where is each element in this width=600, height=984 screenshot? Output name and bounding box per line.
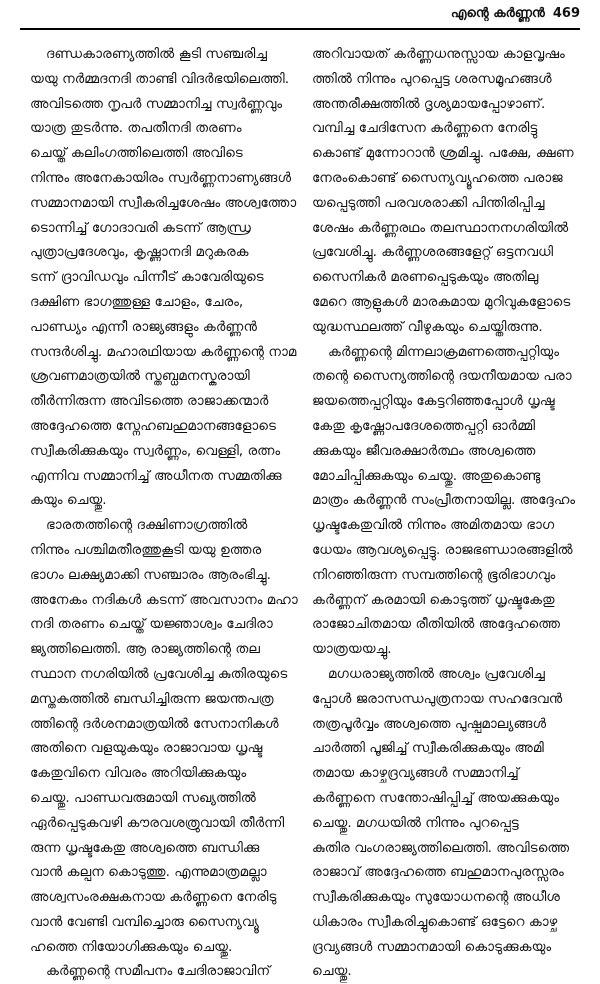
text-line: ധൃഷ്ടകേതുവിൽ നിന്നും അമിതമായ ഭാഗ <box>312 517 555 534</box>
text-line: യാത്രയയച്ചു. <box>312 641 392 658</box>
text-line: അനേകം നദികൾ കടന്ന് അവസാനം മഹാ <box>30 591 298 608</box>
text-line: ശ്രവണമാത്രയിൽ സ്തബ്ധമനസ്കരായി <box>30 368 250 385</box>
text-line: പാണ്ഡ്യം എന്നീ രാജ്യങ്ങളും കർണ്ണൻ <box>30 318 257 335</box>
text-line: നിന്നും പശ്ചിമതീരത്തുകൂടി യയു ഉത്തര <box>30 541 262 558</box>
text-line: പ്രവേശിച്ചു. കർണ്ണശരങ്ങളേറ്റ് ഒട്ടനവധി <box>312 244 554 261</box>
text-line: അറിവായത് കർണ്ണധനുസ്സായ കാളവൃഷം <box>312 46 565 62</box>
text-line: ത്തിന്റെ ദർശനമാത്രയിൽ സേനാനികൾ <box>30 715 279 732</box>
text-line: സന്ദർശിച്ചു. മഹാരഥിയായ കർണ്ണന്റെ നാമ <box>30 343 297 360</box>
text-line: ചെയ്തു. മഗധയിൽ നിന്നും പുറപ്പെട്ട <box>312 814 519 831</box>
text-line: ചെയ്തു. <box>312 963 352 980</box>
text-line: രാജാവ് അദ്ദേഹത്തെ ബഹുമാനപുരസ്സരം <box>312 864 564 881</box>
text-line: വാൻ വേണ്ടി വമ്പിച്ചൊരു സൈന്യവ്യൂ <box>30 913 259 930</box>
text-line: തമായ കാഴ്ചദ്രവ്യങ്ങൾ സമ്മാനിച്ച് <box>312 765 519 782</box>
text-line: ഹത്തെ നിയോഗിക്കുകയും ചെയ്തു. <box>30 938 233 955</box>
text-line: വാൻ കല്പന കൊടുത്തു. എന്നുമാത്രമല്ലാ <box>30 864 267 881</box>
page-number: 469 <box>552 6 580 21</box>
text-line: കേതുവിനെ വിവരം അറിയിക്കുകയും <box>30 765 247 782</box>
text-line: മേറെ ആളുകൾ മാരകമായ മുറിവുകളോടെ <box>312 293 571 310</box>
text-line: ഏർപ്പെടുകവഴി കൗരവശത്രുവായി തീർന്നി <box>30 814 285 831</box>
text-line: യപ്പെടുത്തി പരവശരാക്കി പിന്തിരിപ്പിച്ച <box>312 194 545 211</box>
text-line: ശേഷം കർണ്ണരഥം തലസ്ഥാനനഗരിയിൽ <box>312 219 569 236</box>
text-line: ദ്രവ്യങ്ങൾ സമ്മാനമായി കൊടുക്കുകയും <box>312 938 552 955</box>
text-line: ചെയ്തു. പാണ്ഡവരുമായി സഖ്യത്തിൽ <box>30 789 256 806</box>
text-line: രാജോചിതമായ രീതിയിൽ അദ്ദേഹത്തെ <box>312 616 561 633</box>
text-line: കൊണ്ട് മുന്നോറാൻ ശ്രമിച്ചു. പക്ഷേ, ക്ഷണ <box>312 145 574 162</box>
text-line: തന്റെ സൈന്യത്തിന്റെ ദയനീയമായ പരാ <box>312 368 572 385</box>
text-line: മസ്തകത്തിൽ ബന്ധിച്ചിരുന്ന ജയന്തപത്ര <box>30 690 274 707</box>
text-line: കർണ്ണനെ സന്തോഷിപ്പിച്ച് അയക്കുകയും <box>312 789 560 806</box>
text-line: ടന്ന് ദ്രാവിഡവും പിന്നീട് കാവേരിയുടെ <box>30 269 264 286</box>
text-line: മാത്രം കർണ്ണൻ സംപ്രീതനായില്ല. അദ്ദേഹം <box>312 492 576 509</box>
left-text-column <box>30 42 298 980</box>
text-line: ഭാഗം ലക്ഷ്യമാക്കി സഞ്ചാരം ആരംഭിച്ചു. <box>30 566 271 583</box>
text-line: സമ്മാനമായി സ്വീകരിച്ചശേഷം അശ്വത്തോ <box>30 194 297 211</box>
text-line: അതിനെ വളയുകയും രാജാവായ ധൃഷ്ട <box>30 740 263 757</box>
text-line: ത്തിൽ നിന്നും പുറപ്പെട്ട ശരസമൂഹങ്ങൾ <box>312 70 552 87</box>
text-line: ദണ്ഡകാരണ്യത്തിൽ കൂടി സഞ്ചരിച്ച <box>46 46 267 62</box>
text-line: വമ്പിച്ച ചേദിസേന കർണ്ണനെ നേരിട്ടു <box>312 120 538 137</box>
text-line: അന്തരീക്ഷത്തിൽ ദൃശ്യമായപ്പോഴാണ്. <box>312 95 546 112</box>
text-line: കുതിര വംഗരാജ്യത്തിലെത്തി. അവിടത്തെ <box>312 839 570 856</box>
right-text-column <box>312 42 580 980</box>
text-line: അവിടത്തെ നൃപർ സമ്മാനിച്ച സ്വർണ്ണവും <box>30 95 283 112</box>
text-line: യുദ്ധസ്ഥലത്ത് വീഴുകയും ചെയ്തിരുന്നു. <box>312 318 543 335</box>
running-title: എന്റെ കർണ്ണൻ <box>450 6 545 21</box>
text-line: തത്രപൂർവ്വം അശ്വത്തെ പുഷ്പമാല്യങ്ങൾ <box>312 715 547 732</box>
text-line: നേരംകൊണ്ട് സൈന്യവ്യൂഹത്തെ പരാജ <box>312 169 563 186</box>
text-line: ജയത്തെപ്പറ്റിയും കേട്ടറിഞ്ഞപ്പോൾ ധൃഷ്ട <box>312 393 555 410</box>
text-line: മോചിപ്പിക്കുകയും ചെയ്തു. അതുകൊണ്ടു <box>312 467 541 484</box>
text-line: ദക്ഷിണ ഭാഗത്തുള്ള ചോളം, ചേരം, <box>30 293 244 310</box>
text-line: ചെയ്ത് കലിംഗത്തിലെത്തി അവിടെ <box>30 145 243 162</box>
text-line: കേതു കൃഷ്ണോപദേശത്തെപ്പറ്റി ഓർമ്മി <box>312 417 536 434</box>
text-line: ടൊന്നിച്ച് ഗോദാവരി കടന്ന് ആന്ധ്ര <box>30 219 251 236</box>
text-line: കർണ്ണന്റെ മിന്നലാക്രമണത്തെപ്പറ്റിയും <box>328 343 560 360</box>
text-line: തീർന്നിരുന്ന അവിടത്തെ രാജാക്കന്മാർ <box>30 393 269 410</box>
text-line: ധേയം ആവശ്യപ്പെട്ടു. രാജഭണ്ഡാരങ്ങളിൽ <box>312 541 573 558</box>
header-rule <box>20 28 580 30</box>
text-line: രുന്ന ധൃഷ്ടകേതു അശ്വത്തെ ബന്ധിക്കു <box>30 839 260 856</box>
text-line: ഭാരതത്തിന്റെ ദക്ഷിണാഗ്രത്തിൽ <box>46 517 248 534</box>
page-header <box>451 6 580 21</box>
text-line: ധികാരം സ്വീകരിച്ചുകൊണ്ട് ഒട്ടേറെ കാഴ്ച <box>312 913 558 930</box>
text-line: നിന്നും അനേകായിരം സ്വർണ്ണനാണ്യങ്ങൾ <box>30 169 292 186</box>
text-line: നദി തരണം ചെയ്ത് യജ്ഞാശ്വം ചേദിരാ <box>30 616 273 633</box>
text-line: പുത്രാപ്രദേശവും, കൃഷ്ണാനദി മറുകരക <box>30 244 249 261</box>
text-line: എന്നിവ സമ്മാനിച്ച് അധീനത സമ്മതിക്കു <box>30 467 282 484</box>
text-line: സ്വീകരിക്കുകയും സുയോധനന്റെ അധീശ <box>312 889 560 906</box>
text-line: ക്കുകയും ജീവരക്ഷാർത്ഥം അശ്വത്തെ <box>312 442 536 459</box>
text-line: കർണ്ണന്റെ സമീപനം ചേദിരാജാവിന് <box>46 963 271 980</box>
text-line: സൈനികർ മരണപ്പെടുകയും അതിലു <box>312 269 539 286</box>
text-line: മഗധരാജ്യത്തിൽ അശ്വം പ്രവേശിച്ച <box>328 665 545 682</box>
text-line: ചാർത്തി പൂജിച്ച് സ്വീകരിക്കുകയും അമി <box>312 740 544 757</box>
text-line: സ്വീകരിക്കുകയും സ്വർണ്ണം, വെള്ളി, രത്നം <box>30 442 281 459</box>
text-line: യാത്ര തുടർന്നു. തപതീനദി തരണം <box>30 120 242 137</box>
text-line: കർണ്ണന് കരമായി കൊടുത്ത് ധൃഷ്ടകേതു <box>312 591 555 608</box>
text-line: കയും ചെയ്തു. <box>30 492 107 509</box>
text-line: ജ്യത്തിലെത്തി. ആ രാജ്യത്തിന്റെ തല <box>30 641 261 658</box>
text-line: സ്ഥാന നഗരിയിൽ പ്രവേശിച്ച കുതിരയുടെ <box>30 665 288 682</box>
text-line: അശ്വസംരക്ഷകനായ കർണ്ണനെ നേരിടു <box>30 889 277 906</box>
text-line: അദ്ദേഹത്തെ സ്നേഹബഹുമാനങ്ങളോടെ <box>30 417 276 434</box>
text-line: നിറഞ്ഞിരുന്ന സമ്പത്തിന്റെ ഭൂരിഭാഗവും <box>312 566 556 583</box>
text-line: പ്പോൾ ജരാസന്ധപുത്രനായ സഹദേവൻ <box>312 690 563 707</box>
text-line: യയു നർമ്മദനദി താണ്ടി വിദർഭയിലെത്തി. <box>30 70 290 87</box>
